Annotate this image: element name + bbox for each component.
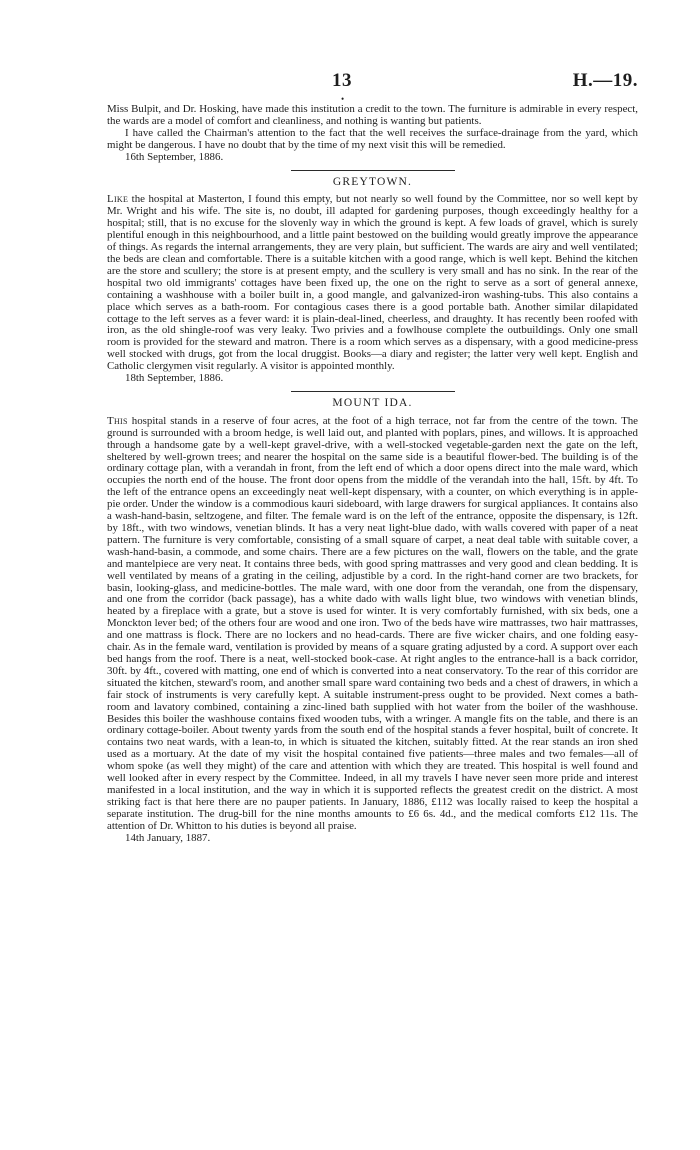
mount-ida-text: hospital stands in a reserve of four acres, at the foot of a high terrace, not far from the centre of the town. The ground is surrounded with a broom hedge, is well laid out, and planted with poplars, pines, and willows. It is approached through a handsome gate by a well-kept gravel-drive, with a well-stocked vegetable-garden next the gate on the left, sheltered by well-grown trees; and nearer the hospital on the same side is a beautiful flower-bed. The building is of the ordinary cottage plan, with a verandah in front, from the left end of which a door opens direct into the male ward, which occupies the north end of the house. The front door opens from the middle of the verandah into the hall, 15ft. by 4ft. To the left of the entrance opens an exceedingly neat well-kept dispensary, with a counter, on which everything is in apple-pie order. Under the window is a commodious kauri sideboard, with large drawers for surgical appliances. It contains also a wash-hand-basin, seltzogene, and filter. The female ward is on the left of the entrance, opposite the dispensary, is 12ft. by 18ft., with two windows, venetian blinds. It has a very neat light-blue dado, with walls covered with paper of a neat pattern. The furniture is very comfortable, consisting of a small square of carpet, a neat deal table with suitable cover, a wash-hand-basin, a commode, and some chairs. There are a few pictures on the wall, flowers on the table, and the grate and mantelpiece are very neat. It contains three beds, with good spring mattrasses and very good and clean bedding. It is well ventilated by means of a grating in the ceiling, adjustible by a cord. In the right-hand corner are two brackets, for basin, looking-glass, and medicine-bottles. The male ward, with one door from the verandah, one from the dispensary, and one from the corridor (back passage), has a white dado with walls light blue, two windows with venetian blinds, heated by a fireplace with a grate, but a stove is used for winter. It is very comfortably furnished, with six beds, one a Monckton lever bed; of the others four are wood and one iron. Two of the beds have wire mattrasses, two hair mattrasses, and one mattrass is flock. There are no lockers and no head-cards. There are five wicker chairs, and one folding easy-chair. As in the female ward, ventilation is provided by means of a square grating adjusted by a cord. A support over each bed hangs from the roof. There is a neat, well-stocked book-case. At right angles to the entrance-hall is a back corridor, 30ft. by 4ft., covered with matting, one end of which is converted into a neat conservatory. To the rear of this corridor are situated the kitchen, steward's room, and another small spare ward containing two beds and a chest of drawers, in which a fair stock of instruments is very carefully kept. A suitable instrument-press ought to be provided. Next comes a bath-room and lavatory combined, containing a zinc-lined bath supplied with hot water from the boiler of the washhouse. Besides this boiler the washhouse contains fixed wooden tubs, with a wringer. A mangle fits on the table, and there is an ordinary cottage-boiler. About twenty yards from the south end of the hospital stands a fever hospital, built of concrete. It contains two neat wards, with a lean-to, in which is situated the kitchen, suitably fitted. At the rear stands an iron shed used as a mortuary. At the date of my visit the hospital contained five patients—three males and two females—all of whom spoke (as well they might) of the care and attention with which they are treated. This hospital is well found and well looked after in every respect by the Committee. Indeed, in all my travels I have never seen more pride and interest manifested in a local institution, and the way in which it is supported reflects the greatest credit on the district. A most striking fact is that here there are no pauper patients. In January, 1886, £112 was locally raised to keep the hospital a separate institution. The drug-bill for the nine months amounts to £6 6s. 4d., and the medical comforts £12 11s. The attention of Dr. Whitton to his duties is beyond all praise.	[107, 414, 638, 832]
mount-ida-lead-word: This	[107, 414, 128, 427]
greytown-text: the hospital at Masterton, I found this empty, but not nearly so well found by the Committee, nor so well kept by Mr. Wright and his wife. The site is, no doubt, ill adapted for gardening purposes, though exceedingly healthy for a hospital; still, that is no excuse for the slovenly way in which the ground is kept. A few loads of gravel, which is surely plentiful enough in this neighbourhood, and a little paint bestowed on the building would greatly improve the appearance of things. As regards the internal arrangements, they are very plain, but sufficient. The wards are airy and well ventilated; the beds are clean and comfortable. There is a suitable kitchen with a good range, which is well kept. Behind the kitchen are the store and scullery; the store is at present empty, and the scullery is very small and has no sink. In the rear of the hospital two old immigrants' cottages have been fixed up, the one on the right to serve as a sort of general annexe, containing a washhouse with a boiler built in, a good mangle, and galvanized-iron washing-tubs. This also contains a place which serves as a bath-room. For contagious cases there is a good portable bath. Another similar dilapidated cottage to the left serves as a fever ward: it is plain-deal-lined, cheerless, and draughty. It has recently been roofed with iron, as the old shingle-roof was very leaky. Two privies and a fowlhouse complete the outbuildings. Only one small room is provided for the steward and matron. There is a room which serves as a dispensary, with a good medicine-press well stocked with drugs, got from the local druggist. Books—a diary and register; the latter very well kept. English and Catholic clergymen visit regularly. A visitor is appointed monthly.	[107, 193, 638, 373]
document-reference: H.—19.	[572, 70, 638, 91]
mount-ida-dateline: 14th January, 1887.	[125, 831, 211, 844]
section-title-greytown: GREYTOWN.	[332, 175, 413, 188]
header-dot-mark: •	[341, 94, 345, 104]
report-body	[107, 104, 638, 844]
section-divider-rule	[291, 170, 455, 171]
greytown-dateline: 18th September, 1886.	[125, 372, 224, 385]
greytown-paragraph	[107, 194, 638, 373]
page-number: 13	[332, 70, 352, 91]
intro-paragraph-1: Miss Bulpit, and Dr. Hosking, have made this institution a credit to the town. The furniture is admirable in every respect, the wards are a model of comfort and cleanliness, and nothing is wanting but patients.	[107, 103, 638, 127]
intro-dateline: 16th September, 1886.	[125, 150, 224, 163]
mount-ida-paragraph	[107, 416, 638, 833]
greytown-lead-word: Like	[107, 193, 129, 206]
intro-paragraph-2: I have called the Chairman's attention to the fact that the well receives the surface-drainage from the yard, which might be dangerous. I have no doubt that by the time of my next visit this will be remedied.	[107, 126, 638, 151]
section-title-mount-ida: MOUNT IDA.	[332, 396, 413, 409]
section-divider-rule	[291, 391, 455, 392]
page-header	[0, 70, 700, 104]
